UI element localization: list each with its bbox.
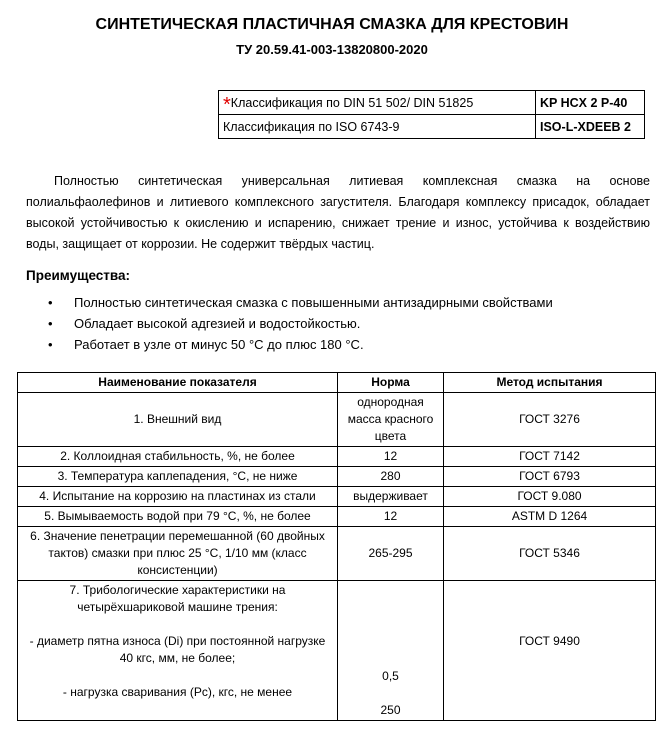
- table-header-row: [18, 373, 656, 393]
- table-cell: 12: [338, 507, 444, 527]
- table-cell: ГОСТ 7142: [444, 447, 656, 467]
- classification-row: [219, 91, 645, 115]
- table-row: [18, 447, 656, 467]
- list-item: • Обладает высокой адгезией и водостойкостью.: [26, 313, 553, 334]
- classification-row: [219, 115, 645, 139]
- table-row: [18, 487, 656, 507]
- row7-title: 7. Трибологические характеристики на четырёхшариковой машине трения:: [69, 583, 286, 614]
- table-cell: [338, 581, 444, 721]
- table-cell: ГОСТ 6793: [444, 467, 656, 487]
- table-row: [18, 467, 656, 487]
- classification-label: Классификация по ISO 6743-9: [219, 115, 536, 139]
- table-row: [18, 527, 656, 581]
- classification-label: *Классификация по DIN 51 502/ DIN 51825: [219, 91, 536, 115]
- table-cell: 280: [338, 467, 444, 487]
- table-cell: 5. Вымываемость водой при 79 °С, %, не более: [18, 507, 338, 527]
- classification-table: [218, 90, 645, 139]
- table-cell: 265-295: [338, 527, 444, 581]
- table-cell: ГОСТ 3276: [444, 393, 656, 447]
- bullet-icon: •: [48, 316, 53, 331]
- classification-value: ISO-L-XDEEB 2: [536, 115, 645, 139]
- row7-norm2: 250: [380, 703, 401, 717]
- table-row: [18, 581, 656, 721]
- row7-norm1: 0,5: [382, 669, 399, 683]
- table-cell: 4. Испытание на коррозию на пластинах из стали: [18, 487, 338, 507]
- bullet-icon: •: [48, 295, 53, 310]
- classification-value: KP HCX 2 P-40: [536, 91, 645, 115]
- asterisk-marker: *: [223, 93, 231, 116]
- table-cell: 12: [338, 447, 444, 467]
- advantages-list: [26, 292, 553, 355]
- product-description: Полностью синтетическая универсальная литиевая комплексная смазка на основе полиальфаолефинов и литиевого комплексного загустителя. Благодаря комплексу присадок, обладает высокой устойчивостью к окислению и испарению, снижает трение и износ, устойчива к воздействию воды, защищает от коррозии. Не содержит твёрдых частиц.: [26, 174, 650, 251]
- table-cell: [18, 581, 338, 721]
- table-cell: 1. Внешний вид: [18, 393, 338, 447]
- table-cell: выдерживает: [338, 487, 444, 507]
- table-cell: ГОСТ 9490: [444, 581, 656, 721]
- table-row: [18, 393, 656, 447]
- document-title: СИНТЕТИЧЕСКАЯ ПЛАСТИЧНАЯ СМАЗКА ДЛЯ КРЕСТОВИН: [95, 16, 569, 33]
- bullet-icon: •: [48, 337, 53, 352]
- document-subtitle: ТУ 20.59.41-003-13820800-2020: [236, 42, 428, 57]
- row7-sub2: - нагрузка сваривания (Pc), кгс, не менее: [62, 685, 293, 699]
- advantages-heading: Преимущества:: [26, 268, 131, 283]
- table-cell: 6. Значение пенетрации перемешанной (60 двойных тактов) смазки при плюс 25 °С, 1/10 мм (класс консистенции): [18, 527, 338, 581]
- table-row: [18, 507, 656, 527]
- row7-sub1: - диаметр пятна износа (Di) при постоянной нагрузке 40 кгс, мм, не более;: [29, 634, 326, 665]
- specifications-table: [17, 372, 656, 721]
- list-item: • Полностью синтетическая смазка с повышенными антизадирными свойствами: [26, 292, 553, 313]
- column-header: Наименование показателя: [18, 373, 338, 393]
- table-cell: ГОСТ 5346: [444, 527, 656, 581]
- column-header: Метод испытания: [444, 373, 656, 393]
- table-cell: ГОСТ 9.080: [444, 487, 656, 507]
- table-cell: 2. Коллоидная стабильность, %, не более: [18, 447, 338, 467]
- column-header: Норма: [338, 373, 444, 393]
- list-item: • Работает в узле от минус 50 °С до плюс 180 °С.: [26, 334, 553, 355]
- table-cell: однородная масса красного цвета: [338, 393, 444, 447]
- table-cell: 3. Температура каплепадения, °С, не ниже: [18, 467, 338, 487]
- table-cell: ASTM D 1264: [444, 507, 656, 527]
